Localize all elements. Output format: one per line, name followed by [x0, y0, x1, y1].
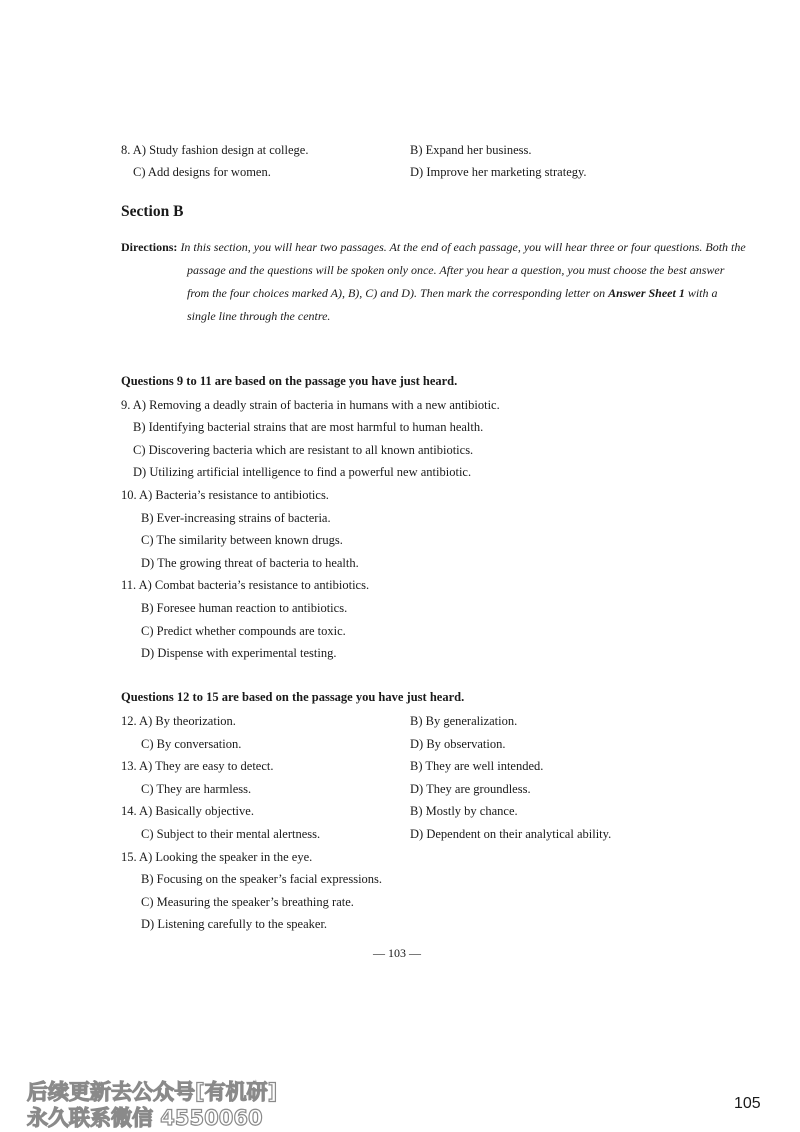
q8-option-c: C) Add designs for women. [133, 165, 271, 179]
q14-option-d: D) Dependent on their analytical ability. [410, 827, 612, 841]
q14-option-c: C) Subject to their mental alertness. [141, 827, 321, 841]
q9-option-b: B) Identifying bacterial strains that are most harmful to human health. [133, 420, 484, 434]
watermark-line-2: 永久联系微信 4550060 [27, 1106, 263, 1130]
q12-option-b: B) By generalization. [410, 714, 518, 728]
q10-option-c: C) The similarity between known drugs. [141, 533, 343, 547]
q12-option-a: 12. A) By theorization. [121, 714, 236, 728]
q9-option-d: D) Utilizing artificial intelligence to find a powerful new antibiotic. [133, 465, 472, 479]
q15-option-a: 15. A) Looking the speaker in the eye. [121, 850, 313, 864]
q9-option-c: C) Discovering bacteria which are resistant to all known antibiotics. [133, 443, 474, 457]
q8-option-a: 8. A) Study fashion design at college. [121, 143, 309, 157]
q13-option-d: D) They are groundless. [410, 782, 531, 796]
answer-sheet-label: Answer Sheet 1 [608, 286, 685, 300]
q10-option-b: B) Ever-increasing strains of bacteria. [141, 511, 331, 525]
q15-option-d: D) Listening carefully to the speaker. [141, 917, 328, 931]
q13-option-c: C) They are harmless. [141, 782, 252, 796]
q15-option-c: C) Measuring the speaker’s breathing rate. [141, 895, 354, 909]
q15-option-b: B) Focusing on the speaker’s facial expressions. [141, 872, 383, 886]
q10-option-a: 10. A) Bacteria’s resistance to antibiotics. [121, 488, 329, 502]
directions-text: In this section, you will hear two passages. At the end of each passage, you will hear three or four questions. Both the passage and the questions will be spoken only once. After you hear a question, you must choose the best answer from the four choices marked A), B), C) and D). Then mark the corresponding letter on [180, 240, 746, 300]
directions-text-end: with a single line through the centre. [187, 286, 718, 323]
footer-page-number: 105 [734, 1095, 761, 1112]
directions-label: Directions: [121, 240, 178, 254]
q11-option-a: 11. A) Combat bacteria’s resistance to antibiotics. [121, 578, 370, 592]
q10-option-d: D) The growing threat of bacteria to health. [141, 556, 359, 570]
directions-paragraph [121, 236, 747, 328]
q9-option-a: 9. A) Removing a deadly strain of bacteria in humans with a new antibiotic. [121, 398, 500, 412]
q13-option-b: B) They are well intended. [410, 759, 544, 773]
page-number: — 103 — [373, 946, 421, 960]
watermark-line-1: 后续更新去公众号[有机研] [27, 1080, 278, 1104]
section-title: Section B [121, 203, 184, 220]
q8-option-b: B) Expand her business. [410, 143, 532, 157]
q12-option-c: C) By conversation. [141, 737, 242, 751]
q14-option-b: B) Mostly by chance. [410, 804, 518, 818]
questions-9-11-heading: Questions 9 to 11 are based on the passage you have just heard. [121, 374, 458, 388]
q11-option-c: C) Predict whether compounds are toxic. [141, 624, 346, 638]
q13-option-a: 13. A) They are easy to detect. [121, 759, 274, 773]
q11-option-d: D) Dispense with experimental testing. [141, 646, 337, 660]
q14-option-a: 14. A) Basically objective. [121, 804, 254, 818]
q8-option-d: D) Improve her marketing strategy. [410, 165, 587, 179]
questions-12-15-heading: Questions 12 to 15 are based on the passage you have just heard. [121, 690, 465, 704]
q11-option-b: B) Foresee human reaction to antibiotics. [141, 601, 348, 615]
q12-option-d: D) By observation. [410, 737, 506, 751]
